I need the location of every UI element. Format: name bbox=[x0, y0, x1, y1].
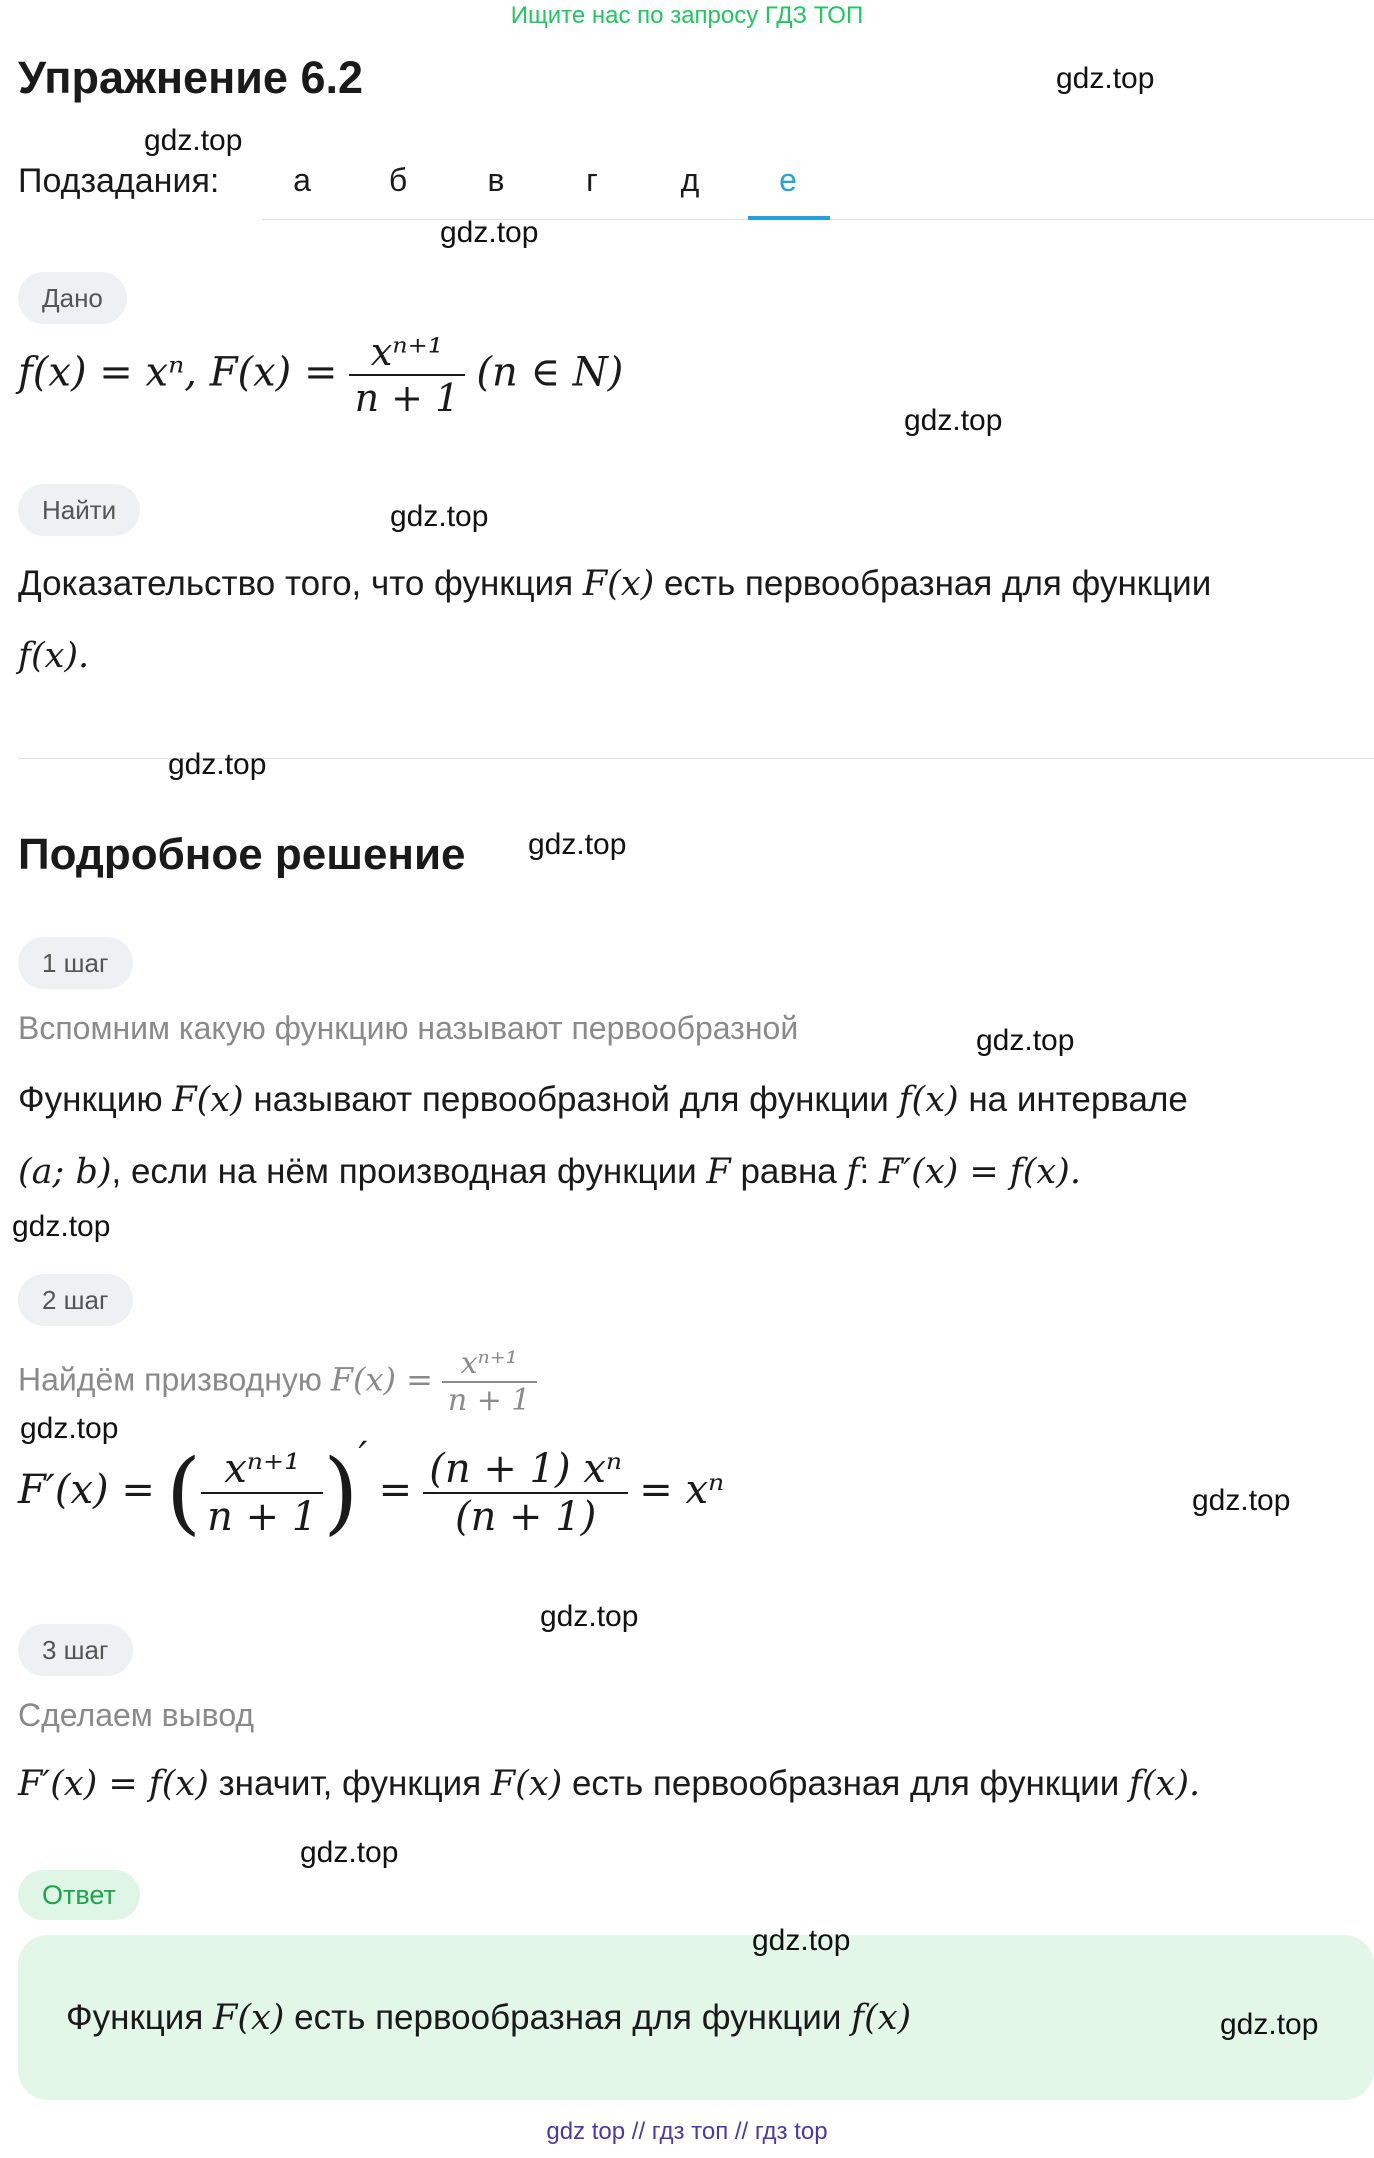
step3-text-b: есть первообразная для функции bbox=[571, 1764, 1120, 1803]
watermark: gdz.top bbox=[390, 500, 489, 533]
find-text-b: есть первообразная для функции bbox=[663, 564, 1212, 603]
footer-links[interactable]: gdz top // гдз топ // гдз top bbox=[546, 2118, 828, 2145]
step2-num-1: xⁿ⁺¹ bbox=[224, 1445, 301, 1492]
find-pill: Найти bbox=[18, 484, 140, 536]
step1-F: F bbox=[706, 1152, 731, 1192]
step3-Fx: F(x) bbox=[490, 1764, 563, 1804]
step1-line-1 bbox=[18, 1080, 1188, 1120]
step2-eq: = bbox=[378, 1467, 413, 1514]
step2-den-2: (n + 1) bbox=[423, 1492, 628, 1540]
given-formula-lhs: f(x) = xⁿ, F(x) = bbox=[18, 349, 338, 396]
given-formula bbox=[18, 330, 623, 420]
step3-pill: 3 шаг bbox=[18, 1624, 133, 1676]
step2-hint bbox=[18, 1346, 537, 1418]
step1-text-b: называют первообразной для функции bbox=[253, 1080, 889, 1119]
step3-hint: Сделаем вывод bbox=[18, 1697, 255, 1733]
left-paren: ( bbox=[165, 1440, 202, 1545]
step1-Fx: F(x) bbox=[172, 1080, 244, 1120]
step1-fx: f(x) bbox=[898, 1080, 959, 1120]
step1-text-d: , если на нём производная функции bbox=[111, 1152, 697, 1191]
step2-num-2: (n + 1) xⁿ bbox=[429, 1445, 623, 1492]
given-fraction bbox=[349, 330, 466, 420]
answer-fx: f(x) bbox=[851, 1998, 912, 2038]
active-tab-indicator bbox=[748, 216, 830, 220]
tab-b[interactable]: б bbox=[388, 162, 408, 198]
watermark: gdz.top bbox=[300, 1836, 399, 1869]
step1-hint: Вспомним какую функцию называют первообразной bbox=[18, 1010, 799, 1046]
answer-text-b: есть первообразная для функции bbox=[294, 1998, 842, 2037]
watermark: gdz.top bbox=[168, 748, 267, 781]
step2-hint-text: Найдём призводную bbox=[18, 1361, 322, 1398]
step1-pill: 1 шаг bbox=[18, 937, 133, 989]
answer-Fx: F(x) bbox=[213, 1998, 285, 2038]
given-frac-num: xⁿ⁺¹ bbox=[370, 330, 443, 374]
step2-hint-fraction bbox=[442, 1346, 537, 1418]
tab-d[interactable]: д bbox=[680, 162, 700, 198]
step1-text-c: на интервале bbox=[968, 1080, 1188, 1119]
watermark: gdz.top bbox=[1220, 2008, 1319, 2041]
given-pill: Дано bbox=[18, 272, 127, 324]
step1-interval: (a; b) bbox=[18, 1152, 112, 1192]
step3-eq: F′(x) = f(x) bbox=[18, 1764, 209, 1804]
right-paren: ) bbox=[323, 1440, 359, 1545]
step2-fraction-1 bbox=[201, 1446, 323, 1540]
prime-mark: ′ bbox=[358, 1434, 368, 1480]
step3-conclusion bbox=[18, 1764, 1200, 1804]
answer-text bbox=[66, 1998, 911, 2038]
watermark: gdz.top bbox=[904, 404, 1003, 437]
watermark: gdz.top bbox=[12, 1210, 111, 1243]
step2-derivative bbox=[18, 1434, 725, 1545]
step2-fraction-2 bbox=[423, 1446, 628, 1540]
step3-fx: f(x). bbox=[1129, 1764, 1201, 1804]
find-line-1 bbox=[18, 564, 1211, 604]
tab-e[interactable]: е bbox=[779, 162, 797, 198]
step1-text-e: равна bbox=[740, 1152, 837, 1191]
solution-title: Подробное решение bbox=[18, 830, 466, 879]
tab-a[interactable]: а bbox=[293, 162, 311, 198]
given-frac-den: n + 1 bbox=[349, 374, 466, 420]
step1-text-a: Функцию bbox=[18, 1080, 163, 1119]
step2-rhs: = xⁿ bbox=[639, 1467, 725, 1514]
top-banner[interactable]: Ищите нас по запросу ГДЗ ТОП bbox=[510, 2, 864, 29]
watermark: gdz.top bbox=[440, 216, 539, 249]
step2-hint-den: n + 1 bbox=[442, 1381, 537, 1418]
find-text-a: Доказательство того, что функция bbox=[18, 564, 574, 603]
step3-text-a: значит, функция bbox=[218, 1764, 482, 1803]
tab-v[interactable]: в bbox=[487, 162, 505, 198]
answer-text-a: Функция bbox=[66, 1998, 204, 2037]
watermark: gdz.top bbox=[528, 828, 627, 861]
watermark: gdz.top bbox=[144, 124, 243, 157]
step1-line-2 bbox=[18, 1152, 1081, 1192]
step2-pill: 2 шаг bbox=[18, 1274, 133, 1326]
subtasks-label: Подзадания: bbox=[18, 162, 220, 200]
find-line-2: f(x). bbox=[18, 636, 90, 676]
step2-hint-F: F(x) = bbox=[330, 1360, 433, 1399]
step2-lhs: F′(x) = bbox=[18, 1467, 155, 1514]
tab-g[interactable]: г bbox=[586, 162, 598, 198]
given-formula-tail: (n ∈ N) bbox=[476, 349, 624, 396]
watermark: gdz.top bbox=[1192, 1484, 1291, 1517]
watermark: gdz.top bbox=[540, 1600, 639, 1633]
step2-den-1: n + 1 bbox=[201, 1492, 323, 1540]
page-title: Упражнение 6.2 bbox=[18, 52, 364, 103]
step1-colon: : bbox=[859, 1152, 870, 1191]
watermark: gdz.top bbox=[752, 1924, 851, 1957]
step2-hint-num: xⁿ⁺¹ bbox=[460, 1346, 518, 1381]
answer-pill: Ответ bbox=[18, 1870, 140, 1920]
step1-f: f bbox=[846, 1152, 860, 1192]
watermark: gdz.top bbox=[20, 1412, 119, 1445]
watermark: gdz.top bbox=[976, 1024, 1075, 1057]
step1-definition-eq: F′(x) = f(x). bbox=[878, 1152, 1081, 1192]
find-Fx: F(x) bbox=[582, 564, 655, 604]
watermark: gdz.top bbox=[1056, 62, 1155, 95]
